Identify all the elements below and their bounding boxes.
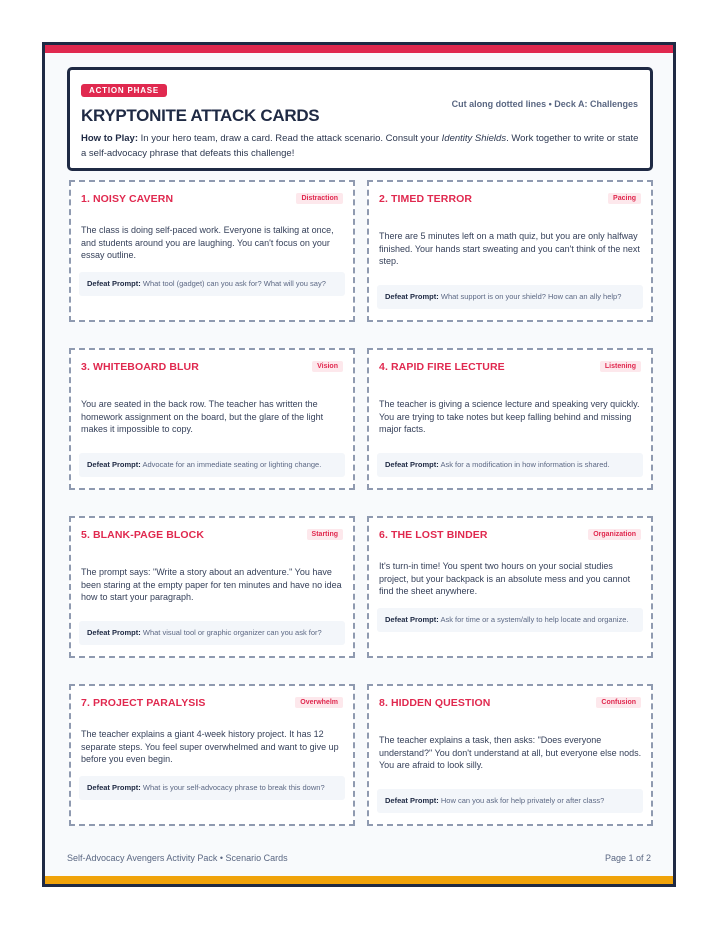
- card-tag: Distraction: [296, 193, 343, 204]
- scenario-card: [69, 348, 355, 490]
- card-body: You are seated in the back row. The teacher has written the homework assignment on the board, but the glare of the light makes it impossible to copy.: [81, 399, 324, 434]
- defeat-text: What is your self-advocacy phrase to break this down?: [142, 783, 325, 792]
- card-title: 8. HIDDEN QUESTION: [379, 697, 491, 709]
- defeat-label: Defeat Prompt:: [385, 796, 439, 805]
- defeat-text: What tool (gadget) can you ask for? What will you say?: [142, 279, 326, 288]
- defeat-text: What visual tool or graphic organizer can you ask for?: [142, 628, 322, 637]
- instructions-label: How to Play:: [81, 133, 139, 144]
- defeat-prompt: [377, 453, 643, 477]
- scenario-card: [367, 684, 653, 826]
- card-tag: Pacing: [608, 193, 641, 204]
- defeat-text: How can you ask for help privately or after class?: [440, 796, 605, 805]
- card-title: 5. BLANK-PAGE BLOCK: [81, 529, 205, 541]
- defeat-text: Ask for a modification in how information is shared.: [440, 460, 610, 469]
- defeat-label: Defeat Prompt:: [87, 279, 141, 288]
- scenario-card: [69, 516, 355, 658]
- card-tag: Vision: [312, 361, 343, 372]
- bottom-accent-stripe: [45, 876, 673, 884]
- card-title: 7. PROJECT PARALYSIS: [81, 697, 206, 709]
- card-body: The teacher explains a task, then asks: "Does everyone understand?" You don't understand at all, but everyone else nods. You are afraid to look silly.: [379, 735, 642, 770]
- instructions-text-2: . Work together to write or state a self-advocacy phrase that defeats this challenge!: [81, 133, 639, 159]
- instructions-text-1: In your hero team, draw a card. Read the attack scenario. Consult your: [138, 133, 442, 144]
- defeat-label: Defeat Prompt:: [385, 615, 439, 624]
- page-number: Page 1 of 2: [604, 853, 651, 863]
- defeat-prompt: [377, 608, 643, 632]
- footer-title: Self-Advocacy Avengers Activity Pack • Scenario Cards: [67, 853, 288, 863]
- activity-page: [42, 42, 676, 887]
- scenario-card: [69, 180, 355, 322]
- header-box: [67, 67, 653, 171]
- card-tag: Overwhelm: [295, 697, 343, 708]
- card-tag: Organization: [588, 529, 641, 540]
- scenario-card: [367, 180, 653, 322]
- card-tag: Confusion: [596, 697, 641, 708]
- card-body: The teacher explains a giant 4-week history project. It has 12 separate steps. You feel super overwhelmed and want to give up before you even begin.: [81, 729, 339, 764]
- scenario-card: [367, 348, 653, 490]
- instructions: [81, 131, 641, 161]
- card-body: There are 5 minutes left on a math quiz, but you are only halfway finished. Your hands start sweating and you can't think of the next step.: [379, 231, 640, 266]
- defeat-text: Advocate for an immediate seating or lighting change.: [142, 460, 322, 469]
- defeat-label: Defeat Prompt:: [87, 628, 141, 637]
- defeat-prompt: [377, 285, 643, 309]
- card-title: 2. TIMED TERROR: [379, 193, 473, 205]
- card-title: 4. RAPID FIRE LECTURE: [379, 361, 505, 373]
- page-title: KRYPTONITE ATTACK CARDS: [81, 106, 320, 125]
- defeat-label: Defeat Prompt:: [87, 783, 141, 792]
- phase-badge: ACTION PHASE: [81, 84, 167, 97]
- top-accent-stripe: [45, 45, 673, 53]
- defeat-prompt: [79, 453, 345, 477]
- defeat-prompt: [377, 789, 643, 813]
- defeat-text: Ask for time or a system/ally to help locate and organize.: [440, 615, 629, 624]
- deck-note: Cut along dotted lines • Deck A: Challenges: [451, 99, 638, 109]
- scenario-card: [69, 684, 355, 826]
- defeat-label: Defeat Prompt:: [385, 460, 439, 469]
- card-title: 3. WHITEBOARD BLUR: [81, 361, 199, 373]
- card-tag: Starting: [307, 529, 343, 540]
- defeat-prompt: [79, 621, 345, 645]
- card-body: It's turn-in time! You spent two hours on your social studies project, but your backpack is an absolute mess and you cannot find the sheet anywhere.: [379, 561, 631, 596]
- defeat-text: What support is on your shield? How can an ally help?: [440, 292, 622, 301]
- defeat-label: Defeat Prompt:: [87, 460, 141, 469]
- defeat-prompt: [79, 776, 345, 800]
- instructions-emphasis: Identity Shields: [441, 133, 507, 144]
- scenario-card: [367, 516, 653, 658]
- defeat-prompt: [79, 272, 345, 296]
- card-body: The prompt says: "Write a story about an adventure." You have been staring at the empty paper for ten minutes and have no idea how to start your paragraph.: [81, 567, 342, 602]
- card-title: 1. NOISY CAVERN: [81, 193, 174, 205]
- card-tag: Listening: [600, 361, 641, 372]
- card-body: The class is doing self-paced work. Everyone is talking at once, and students around you are laughing. You can't focus on your essay outline.: [81, 225, 334, 260]
- defeat-label: Defeat Prompt:: [385, 292, 439, 301]
- card-body: The teacher is giving a science lecture and speaking very quickly. You are trying to take notes but keep falling behind and missing major facts.: [379, 399, 640, 434]
- card-title: 6. THE LOST BINDER: [379, 529, 488, 541]
